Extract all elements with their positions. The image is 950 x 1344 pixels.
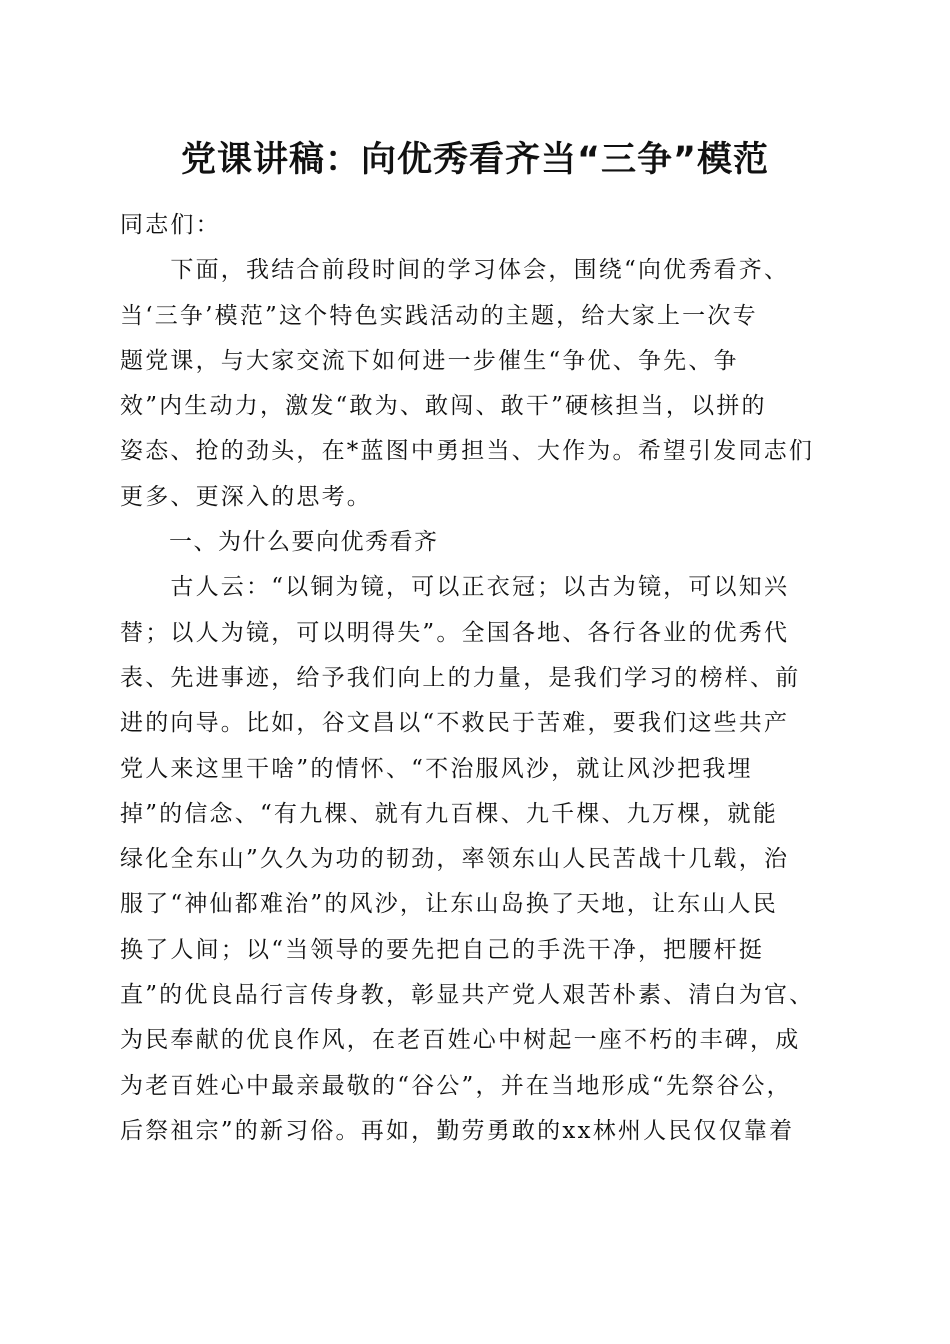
- paragraph-line: 直”的优良品行言传身教，彰显共产党人艰苦朴素、清白为官、: [120, 982, 815, 1009]
- paragraph-line: 下面，我结合前段时间的学习体会，围绕“向优秀看齐、: [120, 257, 790, 284]
- paragraph-line: 党人来这里干啥”的情怀、“不治服风沙，就让风沙把我埋: [120, 755, 753, 782]
- paragraph-line: 服了“神仙都难治”的风沙，让东山岛换了天地，让东山人民: [120, 891, 778, 918]
- paragraph-line: 为老百姓心中最亲最敬的“谷公”，并在当地形成“先祭谷公，: [120, 1072, 792, 1099]
- paragraph-line: 绿化全东山”久久为功的韧劲，率领东山人民苦战十几载，治: [120, 846, 790, 873]
- document-body: [120, 203, 830, 1154]
- paragraph-line: 后祭祖宗”的新习俗。再如，勤劳勇敢的xx林州人民仅仅靠着: [120, 1117, 795, 1144]
- paragraph-line: 题党课，与大家交流下如何进一步催生“争优、争先、争: [120, 347, 739, 374]
- paragraph-line: 为民奉献的优良作风，在老百姓心中树起一座不朽的丰碑，成: [120, 1027, 801, 1054]
- salutation-line: 同志们：: [120, 212, 221, 238]
- section-heading: 一、为什么要向优秀看齐: [120, 529, 439, 556]
- paragraph-line: 换了人间；以“当领导的要先把自己的手洗干净，把腰杆挺: [120, 936, 764, 963]
- paragraph-line: 更多、更深入的思考。: [120, 483, 372, 510]
- paragraph-line: 古人云：“以铜为镜，可以正衣冠；以古为镜，可以知兴: [120, 574, 790, 601]
- paragraph-line: 表、先进事迹，给予我们向上的力量，是我们学习的榜样、前: [120, 664, 801, 691]
- paragraph-line: 进的向导。比如，谷文昌以“不救民于苦难，要我们这些共产: [120, 710, 790, 737]
- paragraph-line: 掉”的信念、“有九棵、就有九百棵、九千棵、九万棵，就能: [120, 800, 778, 827]
- document-title: 党课讲稿：向优秀看齐当“三争”模范: [180, 140, 769, 180]
- paragraph-line: 姿态、抢的劲头，在*蓝图中勇担当、大作为。希望引发同志们: [120, 438, 815, 465]
- paragraph-line: 替；以人为镜，可以明得失”。全国各地、各行各业的优秀代: [120, 619, 790, 646]
- paragraph-line: 效”内生动力，激发“敢为、敢闯、敢干”硬核担当，以拼的: [120, 393, 767, 420]
- paragraph-line: 当‘三争’模范”这个特色实践活动的主题，给大家上一次专: [120, 302, 758, 329]
